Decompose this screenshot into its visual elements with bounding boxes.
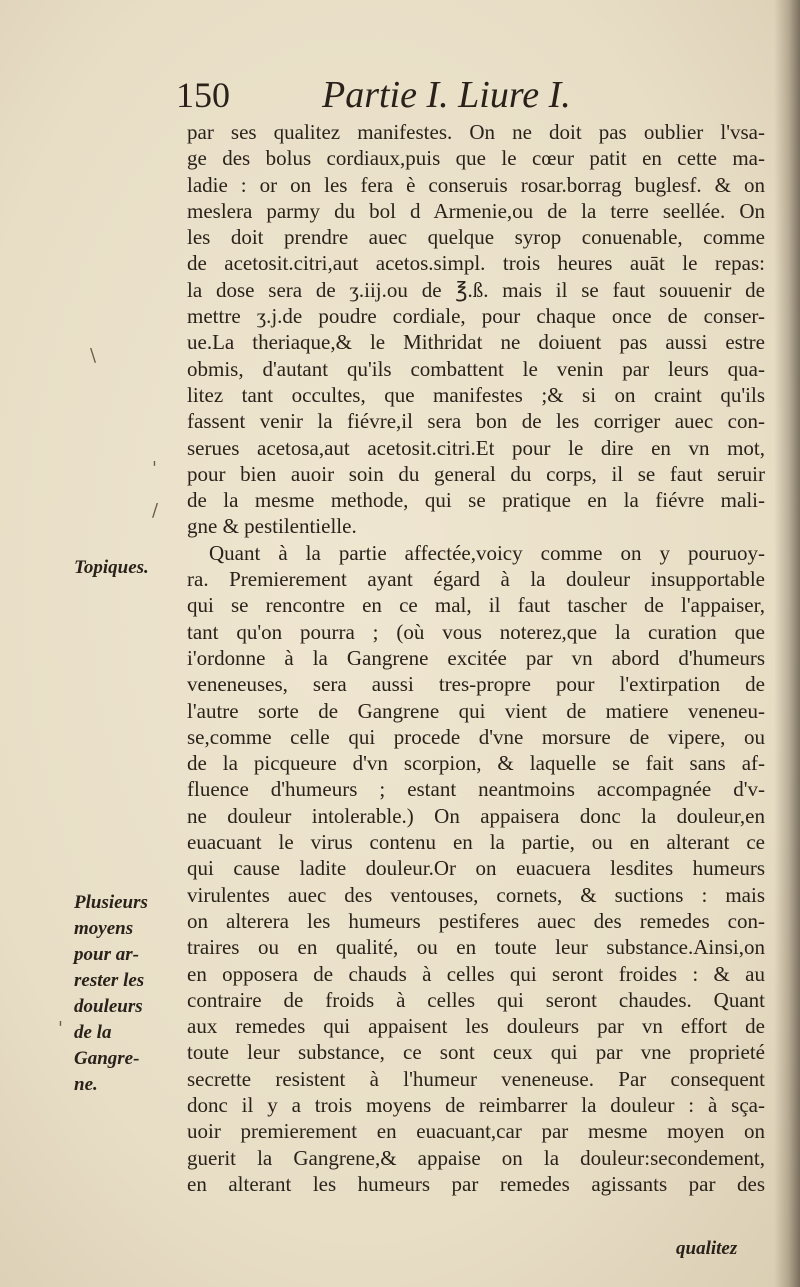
text-line: contraire de froids à celles qui seront chaudes. Quant bbox=[187, 987, 765, 1012]
text-line: serues acetosa,aut acetosit.citri.Et pour le dire en vn mot, bbox=[187, 435, 765, 460]
text-line: ge des bolus cordiaux,puis que le cœur patit en cette ma- bbox=[187, 146, 765, 171]
margin-note-text: Topiques. bbox=[74, 557, 149, 578]
text-line: virulentes auec des ventouses, cornets, & suctions : mais bbox=[187, 882, 765, 907]
pen-mark-decoration: ' bbox=[58, 1018, 63, 1039]
running-title: Partie I. Liure I. bbox=[322, 74, 571, 116]
text-line: pour bien auoir soin du general du corps, il se faut seruir bbox=[187, 461, 765, 486]
text-line: mettre ʒ.j.de poudre cordiale, pour chaque once de conser- bbox=[187, 304, 765, 329]
text-line: de la mesme methode, qui se pratique en la fiévre mali- bbox=[187, 488, 765, 513]
page-gutter-shadow bbox=[774, 0, 800, 1287]
text-line: de acetosit.citri,aut acetos.simpl. trois heures auāt le repas: bbox=[187, 251, 765, 276]
text-line: qui cause ladite douleur.Or on euacuera lesdites humeurs bbox=[187, 856, 765, 881]
pen-mark-decoration: / bbox=[152, 500, 159, 521]
text-line: i'ordonne à la Gangrene excitée par vn abord d'humeurs bbox=[187, 645, 765, 670]
margin-note-line: moyens bbox=[74, 918, 134, 939]
text-line: fassent venir la fiévre,il sera bon de les corriger auec con- bbox=[187, 409, 765, 434]
margin-note-plusieurs-moyens bbox=[74, 890, 182, 1098]
text-line: veneneuses, sera aussi tres-propre pour l'extirpation de bbox=[187, 672, 765, 697]
text-line: litez tant occultes, que manifestes ;& si on craint qu'ils bbox=[187, 382, 765, 407]
text-line: on alterera les humeurs pestiferes auec des remedes con- bbox=[187, 908, 765, 933]
margin-note-line: pour ar- bbox=[74, 944, 139, 965]
text-line: l'autre sorte de Gangrene qui vient de matiere veneneu- bbox=[187, 698, 765, 723]
text-line: les doit prendre auec quelque syrop conuenable, comme bbox=[187, 225, 765, 250]
text-line: ladie : or on les fera è conseruis rosar.borrag buglesf. & on bbox=[187, 172, 765, 197]
margin-note-line: Plusieurs bbox=[74, 892, 148, 913]
margin-note-line: douleurs bbox=[74, 996, 143, 1017]
text-line: la dose sera de ʒ.iij.ou de ℥.ß. mais il se faut souuenir de bbox=[187, 277, 765, 302]
text-line: ne douleur intolerable.) On appaisera donc la douleur,en bbox=[187, 803, 765, 828]
text-line: ue.La theriaque,& le Mithridat ne doiuent pas aussi estre bbox=[187, 330, 765, 355]
text-line: Quant à la partie affectée,voicy comme on y pouruoy- bbox=[209, 540, 765, 565]
margin-note-line: ne. bbox=[74, 1074, 98, 1095]
text-line: traires ou en qualité, ou en toute leur substance.Ainsi,on bbox=[187, 935, 765, 960]
text-line: donc il y a trois moyens de reimbarrer la douleur : à sça- bbox=[187, 1092, 765, 1117]
text-line: en opposera de chauds à celles qui seront froides : & au bbox=[187, 961, 765, 986]
main-text-block bbox=[187, 119, 765, 1197]
pen-mark-decoration: \ bbox=[90, 345, 97, 366]
text-line: euacuant le virus contenu en la partie, ou en alterant ce bbox=[187, 830, 765, 855]
text-line: par ses qualitez manifestes. On ne doit pas oublier l'vsa- bbox=[187, 120, 765, 144]
margin-note-line: Gangre- bbox=[74, 1048, 140, 1069]
margin-note-line: rester les bbox=[74, 970, 145, 991]
page-number: 150 bbox=[176, 75, 230, 115]
text-line: fluence d'humeurs ; estant neantmoins accompagnée d'v- bbox=[187, 777, 765, 802]
text-line: toute leur substance, ce sont ceux qui par vne proprieté bbox=[187, 1040, 765, 1065]
margin-note-line: de la bbox=[74, 1022, 112, 1043]
page-header bbox=[0, 72, 800, 118]
text-line: de la picqueure d'vn scorpion, & laquelle se fait sans af- bbox=[187, 751, 765, 776]
catchword: qualitez bbox=[676, 1238, 738, 1259]
text-line: obmis, d'autant qu'ils combattent le venin par leurs qua- bbox=[187, 356, 765, 381]
text-line: uoir premierement en euacuant,car par mesme moyen on bbox=[187, 1119, 765, 1144]
margin-note-topiques bbox=[74, 555, 182, 581]
text-line: qui se rencontre en ce mal, il faut tascher de l'appaiser, bbox=[187, 593, 765, 618]
text-line: gne & pestilentielle. bbox=[187, 514, 357, 539]
text-line: guerit la Gangrene,& appaise on la douleur:secondement, bbox=[187, 1145, 765, 1170]
pen-mark-decoration: ' bbox=[152, 458, 157, 479]
text-line: se,comme celle qui procede d'vne morsure de vipere, ou bbox=[187, 724, 765, 749]
text-line: secrette resistent à l'humeur veneneuse. Par consequent bbox=[187, 1066, 765, 1091]
text-line: tant qu'on pourra ; (où vous noterez,que la curation que bbox=[187, 619, 765, 644]
text-line: meslera parmy du bol d Armenie,ou de la terre seellée. On bbox=[187, 198, 765, 223]
text-line: aux remedes qui appaisent les douleurs par vn effort de bbox=[187, 1014, 765, 1039]
text-line: en alterant les humeurs par remedes agissants par des bbox=[187, 1171, 765, 1196]
text-line: ra. Premierement ayant égard à la douleur insupportable bbox=[187, 567, 765, 592]
